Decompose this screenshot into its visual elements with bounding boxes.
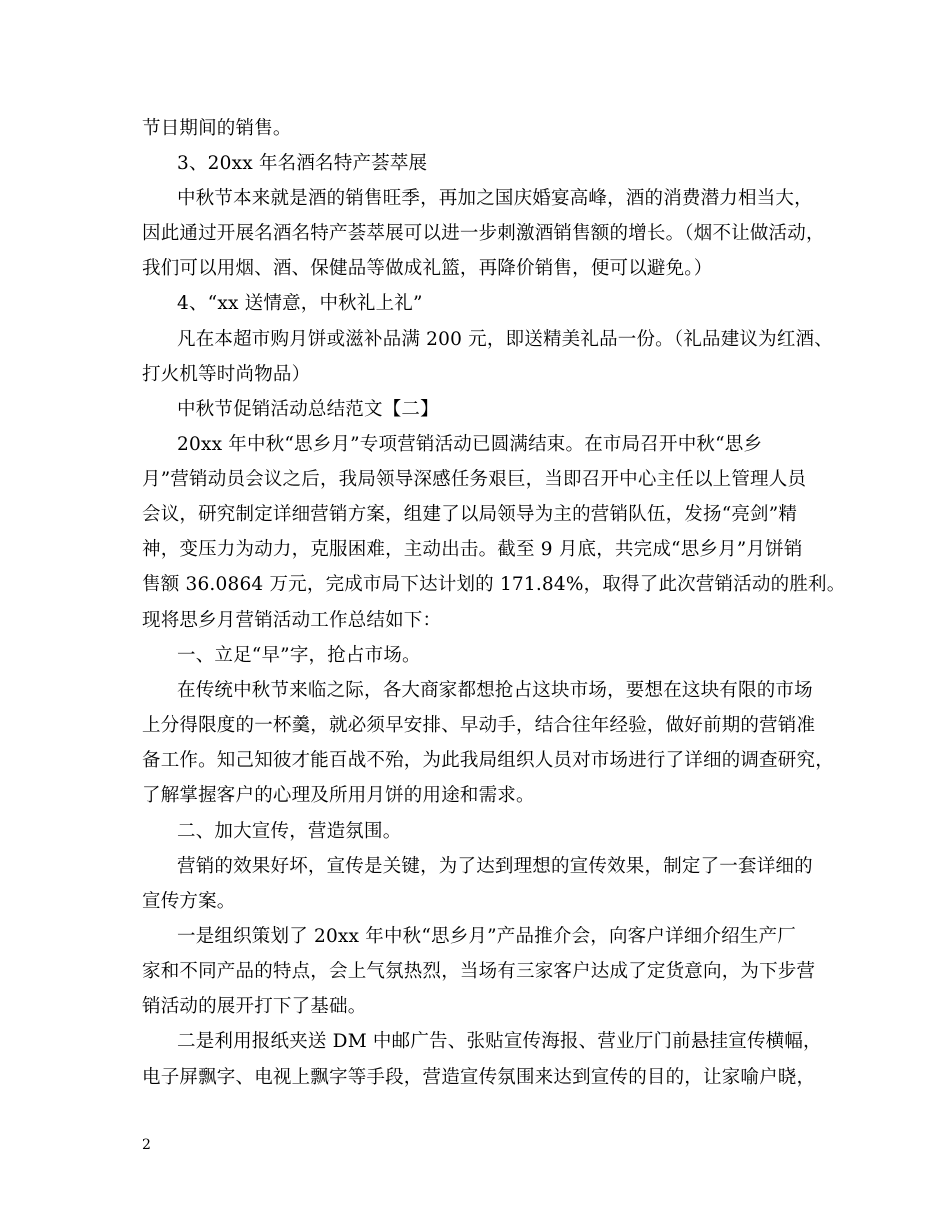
paragraph-first-line: 凡在本超市购月饼或滋补品满 200 元，即送精美礼品一份。（礼品建议为红酒、 <box>177 329 833 350</box>
body-text-line: 售额 36.0864 万元，完成市局下达计划的 171.84%，取得了此次营销活动的胜利。 <box>142 574 846 595</box>
body-text-line: 因此通过开展名酒名特产荟萃展可以进一步刺激酒销售额的增长。（烟不让做活动， <box>142 223 825 244</box>
section-heading: 二、加大宣传，营造氛围。 <box>177 821 402 842</box>
paragraph-first-line: 中秋节本来就是酒的销售旺季，再加之国庆婚宴高峰，酒的消费潜力相当大， <box>177 188 813 209</box>
body-text-line: 月”营销动员会议之后，我局领导深感任务艰巨，当即召开中心主任以上管理人员 <box>142 469 807 490</box>
body-text-line: 现将思乡月营销活动工作总结如下： <box>142 610 442 631</box>
body-text-line: 我们可以用烟、酒、保健品等做成礼篮，再降价销售，便可以避免。） <box>142 258 713 279</box>
body-text-line: 电子屏飘字、电视上飘字等手段，营造宣传氛围来达到宣传的目的，让家喻户晓， <box>142 1067 816 1088</box>
body-text-line: 上分得限度的一杯羹，就必须早安排、早动手，结合往年经验，做好前期的营销准 <box>142 715 816 736</box>
body-text-line: 备工作。知己知彼才能百战不殆，为此我局组织人员对市场进行了详细的调查研究， <box>142 750 834 771</box>
section-heading: 4、“xx 送情意，中秋礼上礼” <box>177 293 423 314</box>
body-text-line: 销活动的展开打下了基础。 <box>142 996 367 1017</box>
paragraph-first-line: 一是组织策划了 20xx 年中秋“思乡月”产品推介会，向客户详细介绍生产厂 <box>177 926 796 947</box>
paragraph-first-line: 营销的效果好坏，宣传是关键，为了达到理想的宣传效果，制定了一套详细的 <box>177 856 813 877</box>
body-text-line: 神，变压力为动力，克服困难，主动出击。截至 9 月底，共完成“思乡月”月饼销 <box>142 539 803 560</box>
body-text-line: 了解掌握客户的心理及所用月饼的用途和需求。 <box>142 785 535 806</box>
paragraph-first-line: 20xx 年中秋“思乡月”专项营销活动已圆满结束。在市局召开中秋“思乡 <box>177 434 763 455</box>
body-text-line: 宣传方案。 <box>142 891 236 912</box>
document-subtitle: 中秋节促销活动总结范文【二】 <box>177 399 439 420</box>
body-text-line: 会议，研究制定详细营销方案，组建了以局领导为主的营销队伍，发扬“亮剑”精 <box>142 504 798 525</box>
paragraph-first-line: 在传统中秋节来临之际，各大商家都想抢占这块市场，要想在这块有限的市场 <box>177 680 813 701</box>
body-text-line: 打火机等时尚物品） <box>142 364 311 385</box>
section-heading: 3、20xx 年名酒名特产荟萃展 <box>177 153 428 174</box>
section-heading: 一、立足“早”字，抢占市场。 <box>177 645 421 666</box>
body-text-line: 家和不同产品的特点，会上气氛热烈，当场有三家客户达成了定货意向，为下步营 <box>142 961 816 982</box>
body-text-line: 节日期间的销售。 <box>142 118 292 139</box>
page-number: 2 <box>142 1137 151 1153</box>
paragraph-first-line: 二是利用报纸夹送 DM 中邮广告、张贴宣传海报、营业厅门前悬挂宣传横幅， <box>177 1031 822 1052</box>
